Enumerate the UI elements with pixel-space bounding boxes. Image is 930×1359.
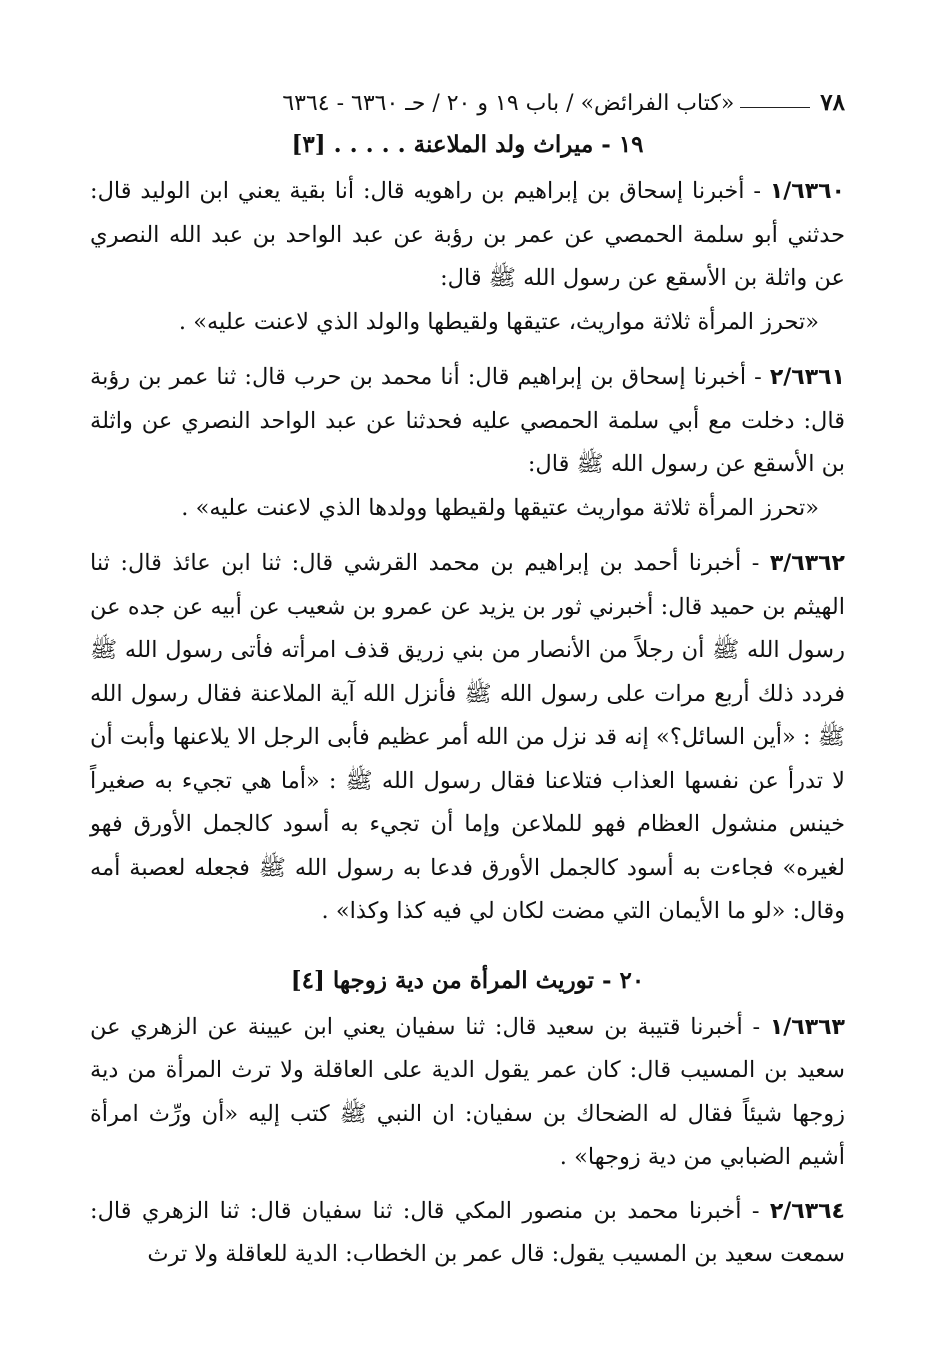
hadith-6363: [90, 1006, 845, 1180]
hadith-number: ٢/٦٣٦٤: [769, 1198, 845, 1224]
running-header: [90, 84, 845, 116]
hadith-6364: [90, 1190, 845, 1277]
page-number: ٧٨: [820, 89, 845, 116]
hadith-6362: [90, 542, 845, 934]
hadith-number: ١/٦٣٦٠: [769, 179, 845, 204]
hadith-quote: «تحرز المرأة ثلاثة مواريث، عتيقها ولقيطها والولد الذي لاعنت عليه» .: [178, 308, 819, 335]
running-title: «كتاب الفرائض» / باب ١٩ و ٢٠ / حـ ٦٣٦٠ - ٦٣٦٤: [282, 91, 735, 116]
hadith-quote: «تحرز المرأة ثلاثة مواريث عتيقها ولقيطها وولدها الذي لاعنت عليه» .: [181, 494, 819, 521]
hadith-text: - أخبرنا محمد بن منصور المكي قال: ثنا سفيان قال: ثنا الزهري قال: سمعت سعيد بن المسيب يقول: قال عمر بن الخطاب: الدية للعاقلة ولا ترث: [90, 1197, 845, 1267]
book-page: [90, 84, 845, 1277]
hadith-6361: [90, 356, 845, 487]
section-19-title: ١٩ - ميراث ولد الملاعنة . . . . . [٣]: [291, 131, 644, 158]
hadith-text: - أخبرنا إسحاق بن إبراهيم قال: أنا محمد بن حرب قال: ثنا عمر بن رؤبة قال: دخلت مع أبي سلمة الحمصي عليه فحدثنا عن عبد الواحد النصري عن واثلة بن الأسقع عن رسول الله ﷺ قال:: [90, 364, 845, 477]
section-20-title: ٢٠ - توريث المرأة من دية زوجها [٤]: [290, 966, 645, 994]
hadith-number: ٢/٦٣٦١: [769, 365, 845, 390]
hadith-text: - أخبرنا أحمد بن إبراهيم بن محمد القرشي قال: ثنا ابن عائذ قال: ثنا الهيثم بن حميد قال: أخبرني ثور بن يزيد عن عمرو بن شعيب عن أبيه عن جده عن رسول الله ﷺ أن رجلاً من الأنصار من بني زريق قذف امرأته فأتى رسول الله ﷺ فردد ذلك أربع مرات على رسول الله ﷺ فأنزل الله آية الملاعنة فقال رسول الله ﷺ : «أين السائل؟» إنه قد نزل من الله أمر عظيم فأبى الرجل الا يلاعنها وأبت أن لا تدرأ عن نفسها العذاب فتلاعنا فقال رسول الله ﷺ : «أما هي تجيء به صغيراً خينس منشول العظام فهو للملاعن وإما أن تجيء به أسود كالجمل الأورق فهو لغيره» فجاءت به أسود كالجمل الأورق فدعا به رسول الله ﷺ فجعله لعصبة أمه وقال: «لو ما الأيمان التي مضت لكان لي فيه كذا وكذا» .: [90, 550, 845, 924]
hadith-number: ١/٦٣٦٣: [769, 1014, 845, 1040]
hadith-number: ٣/٦٣٦٢: [769, 551, 845, 576]
hadith-6360: [90, 170, 845, 301]
header-rule: [740, 107, 810, 108]
hadith-text: - أخبرنا إسحاق بن إبراهيم بن راهويه قال: أنا بقية يعني ابن الوليد قال: حدثني أبو سلمة الحمصي عن عمر بن رؤبة عن عبد الواحد بن عبد الله النصري عن واثلة بن الأسقع عن رسول الله ﷺ قال:: [90, 178, 845, 291]
hadith-text: - أخبرنا قتيبة بن سعيد قال: ثنا سفيان يعني ابن عيينة عن الزهري عن سعيد بن المسيب قال: كان عمر يقول الدية على العاقلة ولا ترث المرأة من دية زوجها شيئاً فقال له الضحاك بن سفيان: ان النبي ﷺ كتب إليه «أن ورِّث امرأة أشيم الضبابي من دية زوجها» .: [90, 1013, 845, 1170]
